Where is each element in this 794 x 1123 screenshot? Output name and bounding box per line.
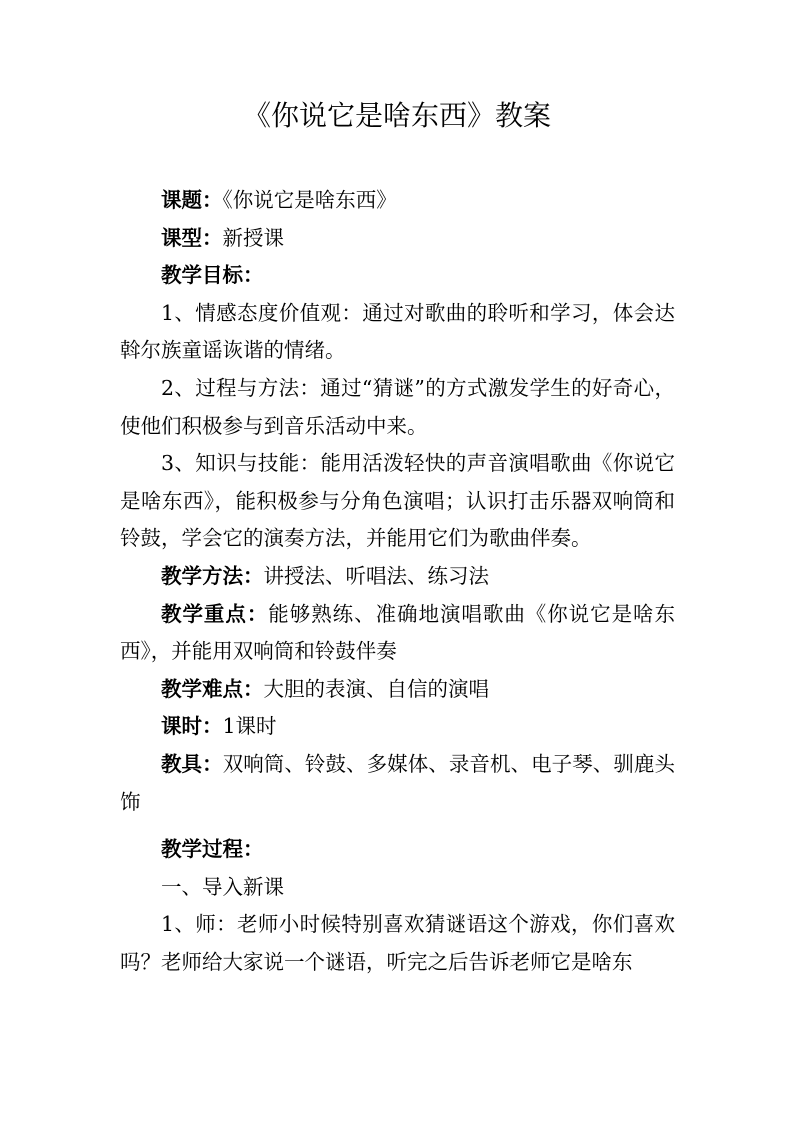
methods-label: 教学方法： [161,563,264,588]
objectives-heading: 教学目标： [161,263,264,288]
key-points-label: 教学重点： [161,601,269,626]
lesson-type-value: 新授课 [222,225,284,250]
lesson-title-value: 《你说它是啥东西》 [222,188,397,212]
lesson-title-line [120,182,675,220]
tools-value: 双响筒、铃鼓、多媒体、录音机、电子琴、驯鹿头饰 [120,751,675,814]
section-1-heading: 一、导入新课 [161,874,284,899]
objective-1: 1、情感态度价值观：通过对歌曲的聆听和学习，体会达斡尔族童谣诙谐的情绪。 [120,300,675,363]
tools-line [120,746,675,821]
section-gap [120,821,675,831]
difficulties-value: 大胆的表演、自信的演唱 [263,676,489,701]
methods-value: 讲授法、听唱法、练习法 [263,563,489,588]
objective-3: 3、知识与技能：能用活泼轻快的声音演唱歌曲《你说它是啥东西》，能积极参与分角色演唱；认识打击乐器双响筒和铃鼓，学会它的演奏方法，并能用它们为歌曲伴奏。 [120,451,675,551]
lesson-type-label: 课型： [161,225,223,250]
lesson-title-label: 课题： [161,188,223,212]
process-heading: 教学过程： [161,837,264,862]
key-points-value: 能够熟练、准确地演唱歌曲《你说它是啥东西》，并能用双响筒和铃鼓伴奏 [120,601,676,664]
objective-2: 2、过程与方法：通过“猜谜”的方式激发学生的好奇心，使他们积极参与到音乐活动中来。 [120,375,675,438]
process-step-1: 1、师：老师小时候特别喜欢猜谜语这个游戏，你们喜欢吗？老师给大家说一个谜语，听完之后告诉老师它是啥东 [120,912,675,974]
key-points-line [120,596,675,671]
methods-line [120,558,675,596]
hours-label: 课时： [161,714,223,739]
hours-value: 1课时 [222,714,277,739]
tools-label: 教具： [161,751,223,776]
lesson-type-line [120,220,675,258]
document-body [120,182,675,981]
difficulties-label: 教学难点： [161,676,264,701]
difficulties-line [120,671,675,709]
document-title: 《你说它是啥东西》教案 [242,99,551,132]
hours-line [120,708,675,746]
